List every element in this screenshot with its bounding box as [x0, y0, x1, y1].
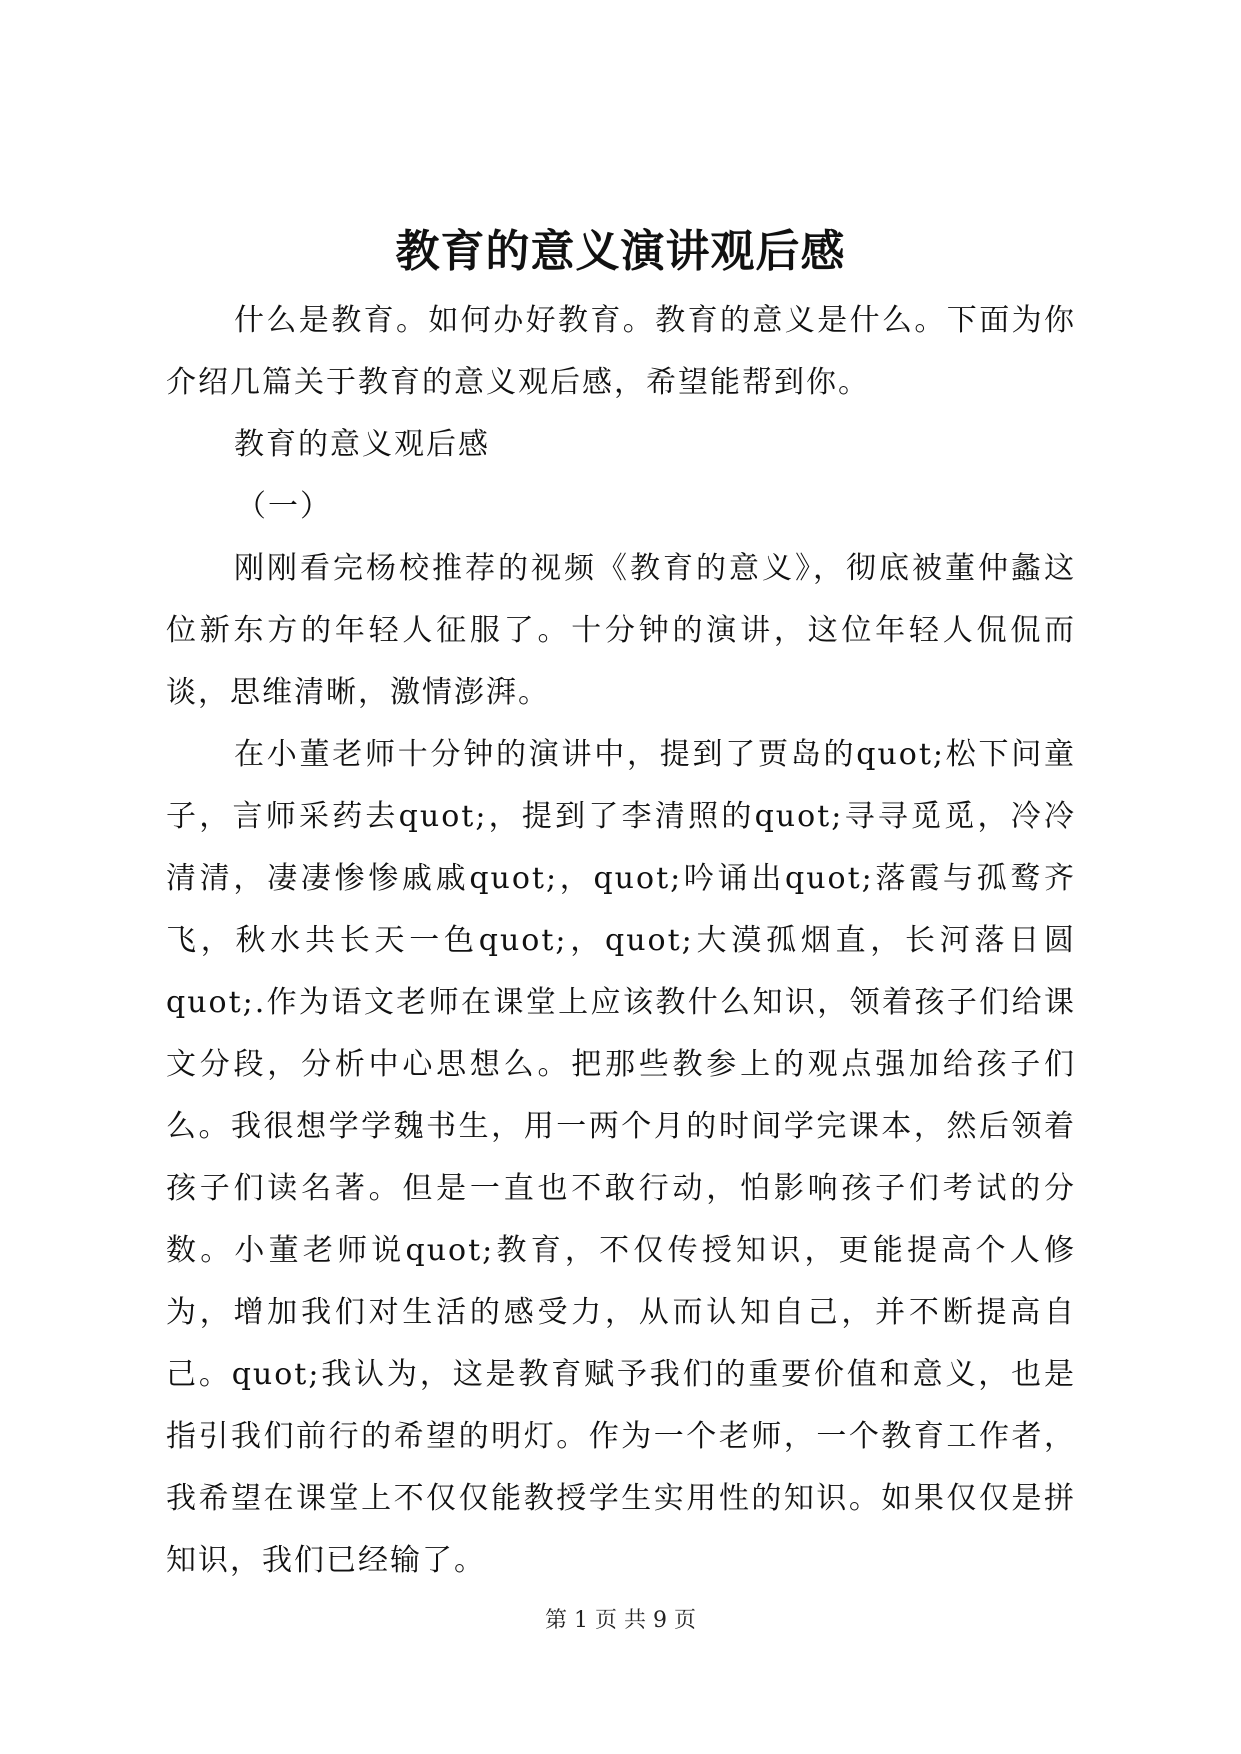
section-heading: 教育的意义观后感 — [234, 427, 490, 462]
intro-paragraph: 什么是教育。如何办好教育。教育的意义是什么。下面为你介绍几篇关于教育的意义观后感，希望能帮到你。 — [166, 303, 1076, 400]
page-footer: 第 1 页 共 9 页 — [545, 1608, 696, 1633]
body-paragraph: 刚刚看完杨校推荐的视频《教育的意义》，彻底被董仲蠡这位新东方的年轻人征服了。十分钟的演讲，这位年轻人侃侃而谈，思维清晰，激情澎湃。 — [166, 551, 1076, 710]
section-number: （一） — [236, 489, 332, 524]
document-body — [166, 290, 1076, 1592]
body-paragraph: 在小董老师十分钟的演讲中，提到了贾岛的quot;松下问童子，言师采药去quot;，提到了李清照的quot;寻寻觅觅，冷冷清清，凄凄惨惨戚戚quot;，quot;吟诵出quot;落霞与孤鹜齐飞，秋水共长天一色quot;，quot;大漠孤烟直，长河落日圆quot;.作为语文老师在课堂上应该教什么知识，领着孩子们给课文分段，分析中心思想么。把那些教参上的观点强加给孩子们么。我很想学学魏书生，用一两个月的时间学完课本，然后领着孩子们读名著。但是一直也不敢行动，怕影响孩子们考试的分数。小董老师说quot;教育，不仅传授知识，更能提高个人修为，增加我们对生活的感受力，从而认知自己，并不断提高自己。quot;我认为，这是教育赋予我们的重要价值和意义，也是指引我们前行的希望的明灯。作为一个老师，一个教育工作者，我希望在课堂上不仅仅能教授学生实用性的知识。如果仅仅是拼知识，我们已经输了。 — [166, 737, 1076, 1578]
document-title: 教育的意义演讲观后感 — [395, 226, 846, 277]
